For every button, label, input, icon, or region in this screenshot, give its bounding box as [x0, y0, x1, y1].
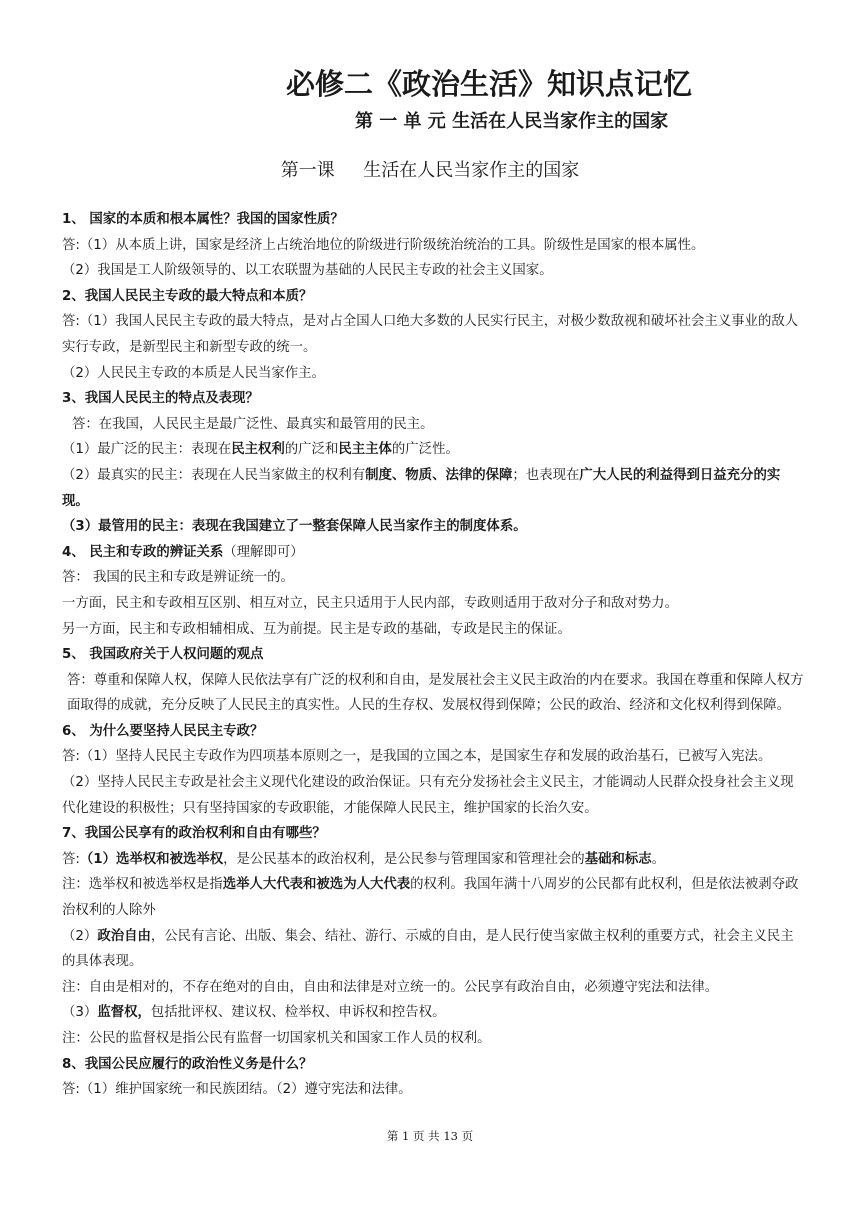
question-6-answer-2: （2）坚持人民民主专政是社会主义现代化建设的政治保证。只有充分发扬社会主义民主，才能调动人民群众投身社会主义现代化建设的积极性；只有坚持国家的专政职能，才能保障人民民主，维护国家的长治久安。 [62, 775, 794, 816]
text-run: 答: [62, 851, 80, 867]
question-8-title: 8、我国公民应履行的政治性义务是什么？ [62, 1056, 313, 1072]
question-4-title [62, 540, 804, 566]
bold-text: 政治自由 [97, 928, 151, 944]
question-7-note-1 [62, 872, 804, 923]
bold-text: 民主权利 [231, 442, 285, 458]
text-run: ；也表现在 [512, 467, 580, 483]
text-run: 的权利。我国年满十八周岁的公民都有此权利，但是依法被剥夺政治权利的人除外 [62, 877, 799, 919]
page-footer: 第 1 页 共 13 页 [386, 1129, 474, 1143]
question-1-answer-2: （2）我国是工人阶级领导的、以工农联盟为基础的人民民主专政的社会主义国家。 [62, 263, 553, 279]
bold-text: 广大人民的利益得到日益充分的实现。 [62, 467, 781, 509]
text-run: ，是公民基本的政治权利，是公民参与管理国家和管理社会的 [223, 851, 585, 867]
text-run: 的广泛和 [284, 442, 339, 458]
question-7-answer-3 [62, 1000, 804, 1026]
text-run: （3） [62, 1005, 98, 1021]
question-4-title-text: 4、 民主和专政的辨证关系 [62, 544, 224, 560]
question-7-title: 7、我国公民享有的政治权利和自由有哪些？ [62, 826, 326, 842]
question-7-answer-1 [62, 847, 804, 873]
text-run: （2） [62, 928, 98, 944]
text-run: 包括批评权、建议权、检举权、申诉权和控告权。 [150, 1005, 446, 1021]
question-4-answer-intro: 答： 我国的民主和专政是辨证统一的。 [62, 570, 294, 586]
question-5-title: 5、 我国政府关于人权问题的观点 [62, 647, 264, 663]
bold-text: 制度、物质、法律的保障 [365, 467, 513, 483]
text-run: 注：选举权和被选举权是指 [62, 877, 223, 893]
bold-text: 监督权， [97, 1005, 151, 1021]
question-4-title-note: （理解即可） [223, 544, 304, 560]
question-7-note-2: 注：自由是相对的，不存在绝对的自由，自由和法律是对立统一的。公民享有政治自由，必须遵守宪法和法律。 [62, 979, 719, 995]
text-run: （2）最真实的民主：表现在人民当家做主的权利有 [62, 467, 366, 483]
question-8-answer-1: 答:（1）维护国家统一和民族团结。（2）遵守宪法和法律。 [62, 1082, 412, 1098]
question-1-title: 1、 国家的本质和根本属性？我国的国家性质？ [62, 212, 344, 227]
question-3-answer-2 [62, 463, 804, 514]
question-3-answer-intro: 答：在我国，人民民主是最广泛性、最真实和最管用的民主。 [72, 416, 434, 432]
bold-text: 选举人大代表和被选为人大代表 [222, 877, 411, 893]
question-2-title: 2、我国人民民主专政的最大特点和本质？ [62, 288, 313, 304]
question-1-answer-1: 答:（1）从本质上讲，国家是经济上占统治地位的阶级进行阶级统治统治的工具。阶级性是国家的根本属性。 [62, 237, 705, 253]
bold-text: （1）选举权和被选举权 [79, 851, 224, 867]
text-run: 。 [651, 851, 666, 867]
lesson-title: 第一课 生活在人民当家作主的国家 [280, 160, 580, 181]
question-4-answer-1: 一方面，民主和专政相互区别、相互对立，民主只适用于人民内部，专政则适用于敌对分子和敌对势力。 [62, 595, 678, 611]
question-3-answer-3: （3）最管用的民主：表现在我国建立了一整套保障人民当家作主的制度体系。 [62, 519, 527, 535]
text-run: ，公民有言论、出版、集会、结社、游行、示威的自由，是人民行使当家做主权利的重要方式，社会主义民主的具体表现。 [62, 928, 794, 970]
document-body [62, 207, 804, 1103]
bold-text: 民主主体 [338, 442, 392, 458]
question-5-answer-1: 答：尊重和保障人权，保障人民依法享有广泛的权利和自由，是发展社会主义民主政治的内在要求。我国在尊重和保障人权方面取得的成就，充分反映了人民民主的真实性。人民的生存权、发展权得到保障；公民的政治、经济和文化权利得到保障。 [67, 672, 804, 714]
question-4-answer-2: 另一方面，民主和专政相辅相成、互为前提。民主是专政的基础，专政是民主的保证。 [62, 621, 571, 637]
question-6-answer-1: 答:（1）坚持人民民主专政作为四项基本原则之一，是我国的立国之本，是国家生存和发展的政治基石，已被写入宪法。 [62, 749, 772, 765]
question-7-note-3: 注：公民的监督权是指公民有监督一切国家机关和国家工作人员的权利。 [62, 1031, 491, 1046]
question-2-answer-2: （2）人民民主专政的本质是人民当家作主。 [62, 365, 325, 381]
question-2-answer-1: 答:（1）我国人民民主专政的最大特点，是对占全国人口绝大多数的人民实行民主，对极少数敌视和破坏社会主义事业的敌人实行专政，是新型民主和新型专政的统一。 [62, 314, 799, 355]
text-run: （1）最广泛的民主：表现在 [62, 442, 232, 458]
document-title: 必修二《政治生活》知识点记忆 [286, 67, 693, 101]
unit-title: 第 一 单 元 生活在人民当家作主的国家 [355, 111, 669, 132]
text-run: 的广泛性。 [391, 442, 459, 458]
question-7-answer-2 [62, 924, 804, 975]
question-6-title: 6、 为什么要坚持人民民主专政？ [62, 723, 264, 739]
question-3-answer-1 [62, 437, 804, 463]
question-3-title: 3、我国人民民主的特点及表现？ [62, 391, 259, 407]
bold-text: 基础和标志 [584, 851, 652, 867]
